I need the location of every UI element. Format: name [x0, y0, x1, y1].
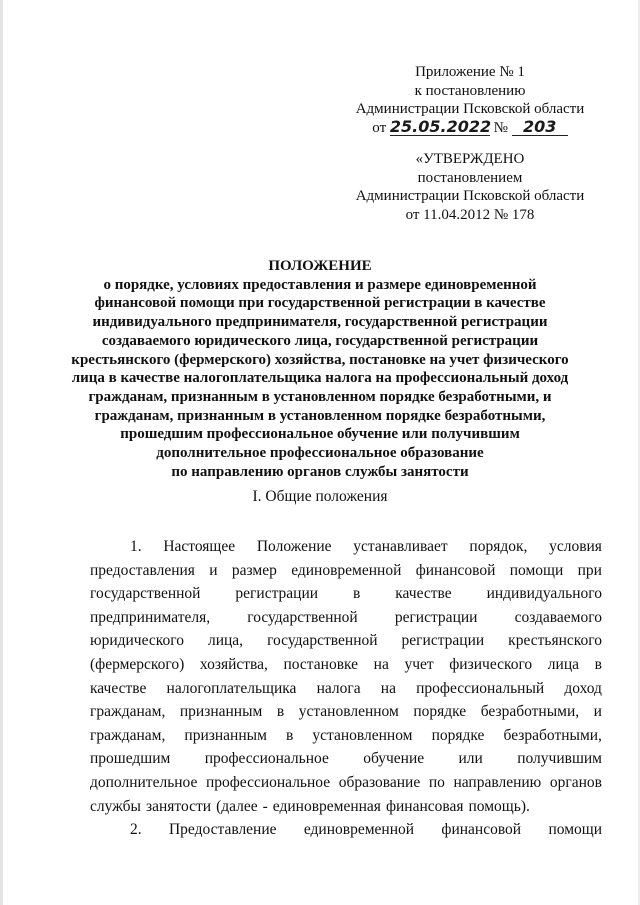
paragraph-number: 1. — [130, 538, 142, 555]
paragraph-line — [90, 795, 602, 819]
word: занятости — [145, 797, 212, 815]
word: крестьянского — [508, 632, 602, 650]
word: гражданам, — [90, 703, 166, 721]
word: в — [285, 726, 294, 744]
word: единовременной — [303, 821, 415, 838]
word: предоставления — [90, 561, 195, 579]
word: учет — [404, 655, 434, 673]
word: порядке — [413, 703, 467, 721]
word: лица, — [207, 632, 244, 650]
word: размер — [231, 561, 277, 579]
word: регистрации — [401, 632, 485, 650]
approved-line-4: от 11.04.2012 № 178 — [405, 206, 535, 223]
appendix-line-3: Администрации Псковской области — [355, 101, 585, 117]
handwritten-number: 203 — [512, 119, 568, 136]
word: признанным — [179, 703, 263, 721]
word: финансовой — [441, 821, 522, 838]
word: по — [428, 773, 445, 791]
word: налога — [316, 679, 361, 697]
paragraph-line — [90, 653, 602, 677]
word: признанным — [184, 726, 267, 744]
word: создаваемого — [514, 608, 602, 626]
title-line: прошедшим профессиональное обучение или получившим — [120, 426, 520, 443]
word: профессиональное — [204, 750, 329, 768]
word: качестве — [90, 679, 147, 697]
word: (фермерского) — [90, 655, 185, 673]
appendix-line-2: к постановлению — [414, 82, 526, 99]
paragraph-1 — [90, 535, 602, 818]
word: при — [577, 561, 602, 579]
word: порядок, — [469, 538, 528, 555]
word: службы — [90, 797, 141, 815]
paragraph-line — [90, 559, 602, 583]
word: финансовой — [415, 561, 496, 579]
word: единовременной — [291, 561, 402, 579]
word: регистрации — [235, 585, 319, 603]
word: Положение — [256, 538, 332, 555]
paragraph-line — [90, 724, 602, 748]
approved-line-2: постановлением — [417, 169, 523, 186]
word: устанавливает — [353, 538, 448, 555]
number-prefix: № — [493, 119, 508, 136]
word: обучение — [363, 750, 425, 768]
title-line: индивидуального предпринимателя, государственной регистрации — [92, 314, 548, 331]
appendix-date-line — [340, 116, 600, 138]
word: - — [262, 797, 268, 815]
word: профессиональное — [205, 773, 331, 791]
paragraph-line — [90, 677, 602, 701]
word: доход — [564, 679, 602, 697]
word: установленном — [298, 703, 399, 721]
word: получившим — [517, 750, 602, 768]
word: в — [276, 703, 285, 721]
approved-line-3: Администрации Псковской области — [355, 188, 585, 204]
word: регистрации — [394, 608, 478, 626]
word: налогоплательщика — [166, 679, 297, 697]
word: безработными, — [503, 726, 602, 744]
word: гражданам, — [90, 726, 166, 744]
title-line: дополнительное профессиональное образование — [156, 445, 484, 462]
paragraph-line — [90, 700, 602, 724]
word: Настоящее — [163, 538, 236, 555]
word: дополнительное — [90, 773, 198, 791]
word: органов — [549, 773, 602, 791]
word: условия — [549, 538, 602, 555]
title-line: гражданам, признанным в установленном порядке безработными, и — [88, 388, 552, 405]
word: Предоставление — [168, 821, 277, 838]
paragraph-line — [90, 747, 602, 771]
word: (далее — [216, 797, 258, 815]
word: качестве — [395, 585, 452, 603]
approved-block — [340, 150, 600, 224]
word: прошедшим — [90, 750, 171, 768]
paragraph-line — [90, 771, 602, 795]
word: на — [380, 679, 396, 697]
title-line: финансовой помощи при государственной регистрации в качестве — [94, 295, 546, 312]
word: и — [209, 561, 218, 579]
paragraph-line — [90, 629, 602, 653]
word: физического — [449, 655, 533, 673]
word: профессиональный — [416, 679, 545, 697]
word: финансовая — [385, 797, 464, 815]
title-line: лица в качестве налогоплательщика налога на профессиональный доход — [71, 370, 569, 387]
word: или — [458, 750, 483, 768]
word: помощи — [548, 821, 602, 838]
appendix-line-1: Приложение № 1 — [415, 64, 525, 80]
title-line: крестьянского (фермерского) хозяйства, постановке на учет физического — [71, 351, 569, 368]
paragraph-number: 2. — [130, 821, 142, 838]
word: установленном — [312, 726, 413, 744]
word: и — [593, 703, 602, 721]
title-line: гражданам, признанным в установленном порядке безработными, — [94, 407, 546, 424]
paragraph-line — [90, 582, 602, 606]
word: хозяйства, — [199, 655, 268, 673]
word: в — [352, 585, 361, 603]
word: помощи — [509, 561, 564, 579]
paragraph-line — [90, 535, 602, 559]
word: в — [594, 655, 602, 673]
appendix-block — [340, 63, 600, 137]
word: предпринимателя, — [90, 608, 211, 626]
word: государственной — [90, 585, 201, 603]
word: порядке — [431, 726, 485, 744]
document-title — [70, 257, 570, 481]
left-scan-edge — [0, 0, 3, 905]
title-line: по направлению органов службы занятости — [171, 463, 469, 480]
title-line: о порядке, условиях предоставления и размере единовременной — [103, 276, 537, 293]
section-heading: I. Общие положения — [252, 488, 388, 505]
word: направлению — [453, 773, 542, 791]
word: единовременная — [272, 797, 381, 815]
title-heading: ПОЛОЖЕНИЕ — [268, 258, 372, 274]
word: государственной — [247, 608, 358, 626]
handwritten-date: 25.05.2022 — [389, 116, 492, 136]
approved-line-1: «УТВЕРЖДЕНО — [415, 151, 525, 167]
word: на — [373, 655, 389, 673]
word: государственной — [267, 632, 378, 650]
title-line: создаваемого юридического лица, государственной регистрации — [101, 332, 539, 349]
word: лица — [547, 655, 580, 673]
word: постановке — [283, 655, 359, 673]
paragraph-line — [90, 818, 602, 842]
word: безработными, — [480, 703, 580, 721]
word: помощь). — [468, 797, 530, 815]
date-prefix: от — [372, 119, 387, 136]
word: образование — [338, 773, 421, 791]
word: юридического — [90, 632, 184, 650]
paragraph-2 — [90, 818, 602, 842]
word: индивидуального — [486, 585, 602, 603]
paragraph-line — [90, 606, 602, 630]
